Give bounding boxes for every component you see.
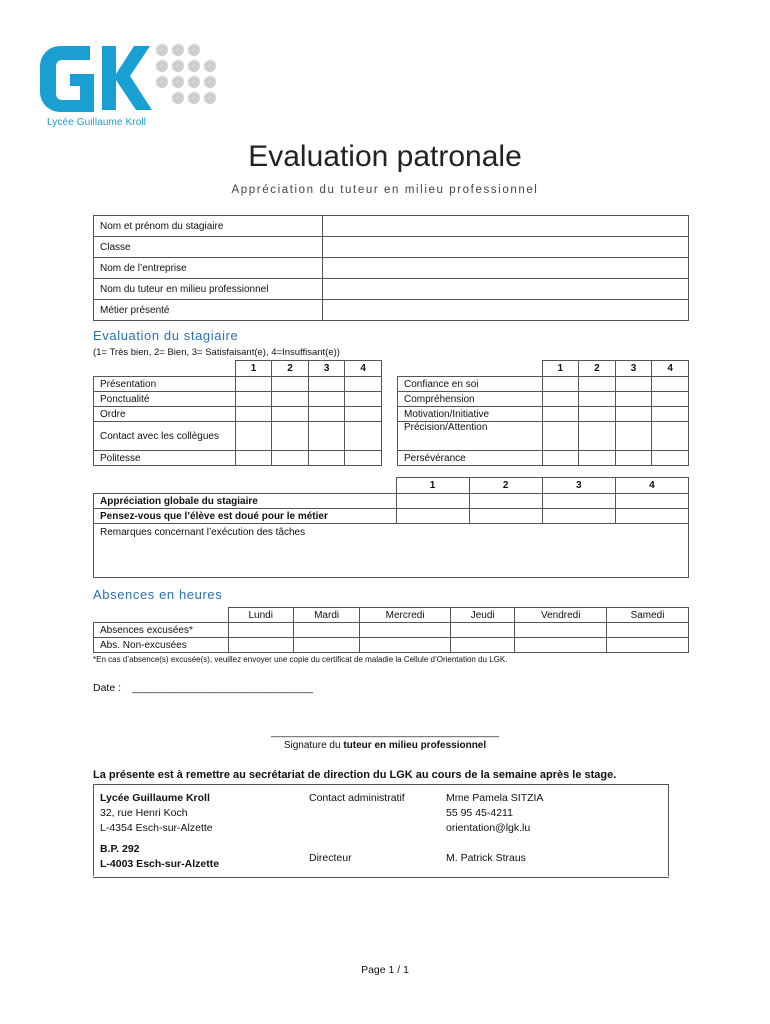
info-field[interactable]	[323, 237, 689, 258]
absence-row-label: Absences excusées*	[94, 623, 229, 638]
scale-header: 2	[579, 361, 616, 377]
remarks-label: Remarques concernant l’exécution des tâches	[100, 527, 306, 538]
rating-cell[interactable]	[615, 377, 652, 392]
info-row	[94, 216, 689, 237]
hours-cell[interactable]	[450, 623, 514, 638]
rating-cell[interactable]	[396, 494, 469, 509]
scale-header: 1	[235, 361, 272, 377]
date-line: _______________________________	[131, 682, 313, 694]
info-field[interactable]	[323, 300, 689, 321]
hours-cell[interactable]	[228, 638, 293, 653]
scale-header: 1	[542, 361, 579, 377]
criterion-label: Politesse	[94, 451, 236, 466]
rating-cell[interactable]	[235, 377, 272, 392]
rating-cell[interactable]	[542, 407, 579, 422]
day-header: Vendredi	[515, 608, 607, 623]
scale-header: 1	[396, 478, 469, 494]
rating-cell[interactable]	[272, 392, 309, 407]
hours-cell[interactable]	[360, 638, 451, 653]
day-header: Mardi	[293, 608, 359, 623]
address-divider-right	[668, 784, 669, 876]
criterion-label: Motivation/Initiative	[398, 407, 543, 422]
address-table	[100, 791, 543, 872]
criterion-label: Présentation	[94, 377, 236, 392]
rating-cell[interactable]	[308, 377, 345, 392]
school-city: L-4354 Esch-sur-Alzette	[100, 822, 213, 834]
rating-cell[interactable]	[542, 377, 579, 392]
signature-caption	[0, 740, 770, 751]
rating-cell[interactable]	[272, 407, 309, 422]
scale-header: 4	[345, 361, 382, 377]
rating-cell[interactable]	[308, 392, 345, 407]
rating-cell[interactable]	[579, 377, 616, 392]
info-label: Nom de l’entreprise	[94, 258, 323, 279]
scale-header: 4	[652, 361, 689, 377]
school-logo	[40, 40, 230, 116]
global-appreciation-table	[93, 477, 689, 578]
contact-name: Mme Pamela SITZIA	[446, 792, 544, 804]
remarks-box[interactable]	[94, 524, 689, 578]
rating-cell[interactable]	[652, 377, 689, 392]
absences-heading: Absences en heures	[93, 587, 223, 602]
rating-cell[interactable]	[272, 451, 309, 466]
rating-cell[interactable]	[345, 422, 382, 451]
page-title: Evaluation patronale	[248, 140, 522, 173]
rating-cell[interactable]	[615, 509, 688, 524]
rating-cell[interactable]	[345, 451, 382, 466]
day-header: Mercredi	[360, 608, 451, 623]
aptitude-question-label: Pensez-vous que l’élève est doué pour le métier	[94, 509, 397, 524]
day-header: Lundi	[228, 608, 293, 623]
info-row	[94, 237, 689, 258]
rating-cell[interactable]	[542, 451, 579, 466]
rating-cell[interactable]	[579, 392, 616, 407]
rating-cell[interactable]	[652, 422, 689, 451]
rating-cell[interactable]	[308, 422, 345, 451]
criterion-label: Ponctualité	[94, 392, 236, 407]
hours-cell[interactable]	[293, 623, 359, 638]
info-label: Classe	[94, 237, 323, 258]
contact-email[interactable]: orientation@lgk.lu	[446, 822, 531, 834]
hours-cell[interactable]	[515, 623, 607, 638]
criterion-label: Précision/Attention	[398, 422, 543, 451]
info-row	[94, 279, 689, 300]
rating-cell[interactable]	[272, 377, 309, 392]
criterion-label: Ordre	[94, 407, 236, 422]
rating-cell[interactable]	[308, 407, 345, 422]
director-label: Directeur	[309, 852, 352, 864]
contact-label: Contact administratif	[309, 792, 405, 804]
absences-table	[93, 607, 689, 653]
rating-cell[interactable]	[345, 377, 382, 392]
school-bp-city: L-4003 Esch-sur-Alzette	[100, 858, 220, 870]
rating-cell[interactable]	[579, 407, 616, 422]
scale-header: 2	[272, 361, 309, 377]
page-number: Page 1 / 1	[361, 964, 409, 976]
student-info-table	[93, 215, 689, 321]
hours-cell[interactable]	[450, 638, 514, 653]
rating-cell[interactable]	[579, 451, 616, 466]
info-field[interactable]	[323, 258, 689, 279]
date-field[interactable]	[93, 682, 313, 694]
info-row	[94, 258, 689, 279]
rating-cell[interactable]	[235, 392, 272, 407]
rating-cell[interactable]	[345, 407, 382, 422]
criterion-label: Confiance en soi	[398, 377, 543, 392]
info-field[interactable]	[323, 216, 689, 237]
rating-cell[interactable]	[579, 422, 616, 451]
scale-header: 3	[542, 478, 615, 494]
scale-header: 3	[308, 361, 345, 377]
rating-cell[interactable]	[542, 494, 615, 509]
rating-cell[interactable]	[615, 451, 652, 466]
scale-header: 2	[469, 478, 542, 494]
info-label: Métier présenté	[94, 300, 323, 321]
rating-cell[interactable]	[542, 422, 579, 451]
rating-cell[interactable]	[542, 392, 579, 407]
hours-cell[interactable]	[360, 623, 451, 638]
rating-cell[interactable]	[615, 422, 652, 451]
contact-phone: 55 95 45-4211	[446, 807, 513, 819]
submission-notice: La présente est à remettre au secrétariat de direction du LGK au cours de la semaine après le stage.	[93, 769, 617, 781]
rating-cell[interactable]	[235, 407, 272, 422]
criterion-label: Contact avec les collègues	[94, 422, 236, 451]
criteria-table-left	[93, 360, 382, 466]
address-divider-left	[93, 784, 94, 876]
rating-cell[interactable]	[615, 392, 652, 407]
rating-cell[interactable]	[652, 407, 689, 422]
school-street: 32, rue Henri Koch	[100, 807, 188, 819]
info-row	[94, 300, 689, 321]
criteria-table-right	[397, 360, 689, 466]
rating-cell[interactable]	[469, 509, 542, 524]
scale-note: (1= Très bien, 2= Bien, 3= Satisfaisant(e), 4=Insuffisant(e))	[93, 347, 340, 358]
rating-cell[interactable]	[345, 392, 382, 407]
hours-cell[interactable]	[607, 638, 689, 653]
absence-footnote: *En cas d’absence(s) excusée(s), veuillez envoyer une copie du certificat de maladie la Cellule d’Orientation du LGK.	[93, 655, 508, 664]
rating-cell[interactable]	[396, 509, 469, 524]
hours-cell[interactable]	[228, 623, 293, 638]
rating-cell[interactable]	[272, 422, 309, 451]
rating-cell[interactable]	[235, 451, 272, 466]
signature-prefix: Signature du	[283, 740, 344, 751]
rating-cell[interactable]	[615, 407, 652, 422]
school-bp: B.P. 292	[100, 843, 140, 855]
hours-cell[interactable]	[293, 638, 359, 653]
info-label: Nom et prénom du stagiaire	[94, 216, 323, 237]
criterion-label: Compréhension	[398, 392, 543, 407]
signature-role: tuteur en milieu professionnel	[343, 740, 487, 751]
signature-line[interactable]: _________________________________________	[270, 727, 500, 738]
rating-cell[interactable]	[542, 509, 615, 524]
rating-cell[interactable]	[615, 494, 688, 509]
hours-cell[interactable]	[607, 623, 689, 638]
scale-header: 3	[615, 361, 652, 377]
rating-cell[interactable]	[652, 451, 689, 466]
school-logo-text: Lycée Guillaume Kroll	[47, 117, 146, 128]
director-name: M. Patrick Straus	[446, 852, 526, 864]
rating-cell[interactable]	[469, 494, 542, 509]
info-field[interactable]	[323, 279, 689, 300]
school-name: Lycée Guillaume Kroll	[100, 792, 210, 804]
hours-cell[interactable]	[515, 638, 607, 653]
scale-header: 4	[615, 478, 688, 494]
global-appreciation-label: Appréciation globale du stagiaire	[94, 494, 397, 509]
page-subtitle: Appréciation du tuteur en milieu professionnel	[231, 184, 539, 196]
rating-cell[interactable]	[235, 422, 272, 451]
date-label: Date :	[93, 682, 122, 694]
absence-row-label: Abs. Non-excusées	[94, 638, 229, 653]
evaluation-heading: Evaluation du stagiaire	[93, 328, 239, 343]
rating-cell[interactable]	[652, 392, 689, 407]
info-label: Nom du tuteur en milieu professionnel	[94, 279, 323, 300]
criterion-label: Persévérance	[398, 451, 543, 466]
rating-cell[interactable]	[308, 451, 345, 466]
day-header: Jeudi	[450, 608, 514, 623]
day-header: Samedi	[607, 608, 689, 623]
